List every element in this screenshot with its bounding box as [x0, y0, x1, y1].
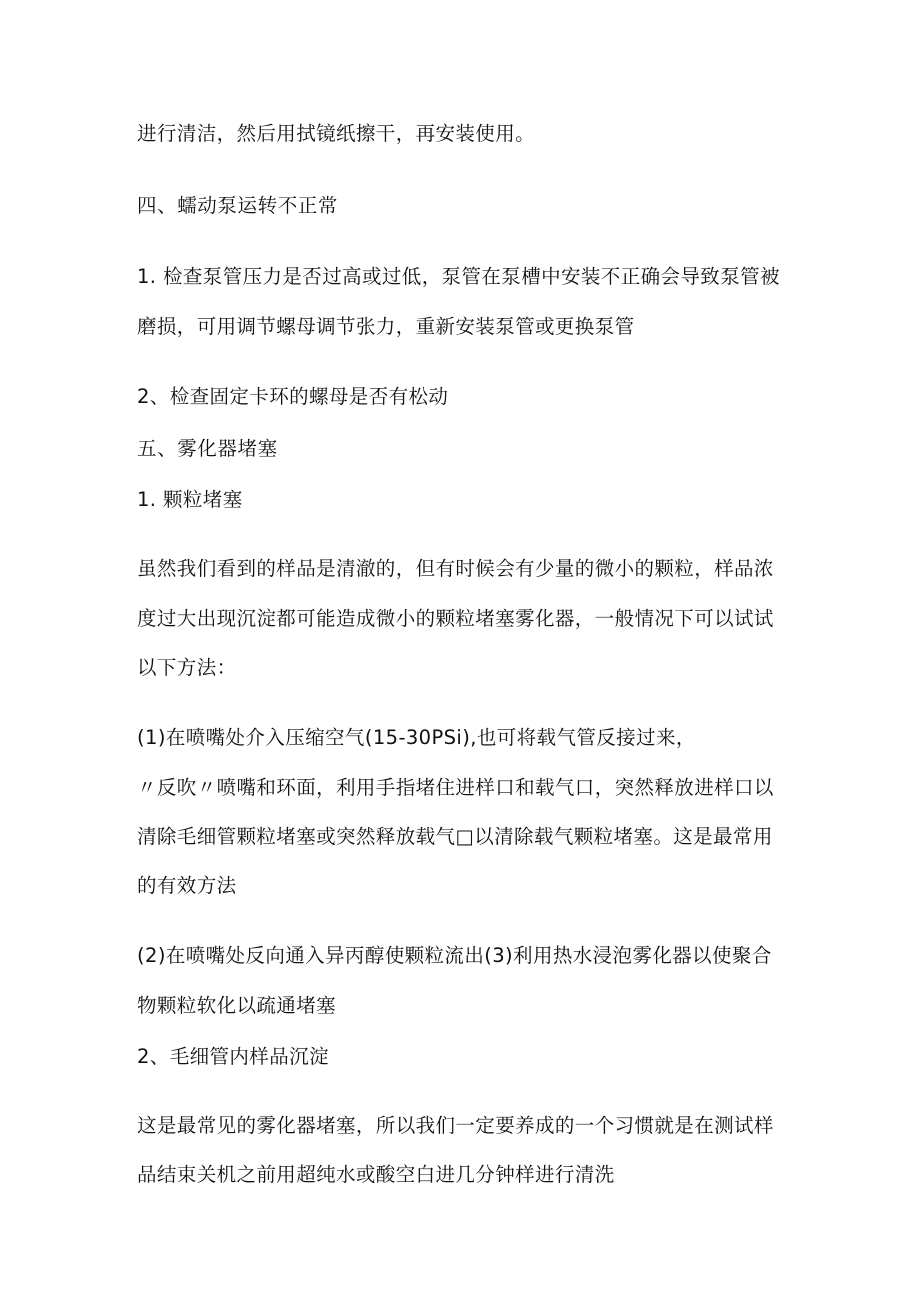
- text-line-method-1d: 的有效方法: [137, 874, 237, 897]
- text-line-sediment-b: 品结束关机之前用超纯水或酸空白进几分钟样进行清洗: [137, 1163, 615, 1186]
- text-line-pump-1a: 1. 检查泵管压力是否过高或过低，泵管在泵槽中安装不正确会导致泵管被: [137, 265, 780, 288]
- text-line-method-2b: 物颗粒软化以疏通堵塞: [137, 994, 337, 1017]
- text-line-particle-a: 虽然我们看到的样品是清澈的，但有时候会有少量的微小的颗粒，样品浓: [137, 557, 774, 580]
- section-heading-4: 四、蠕动泵运转不正常: [137, 194, 339, 217]
- text-line-particle-c: 以下方法：: [137, 656, 237, 679]
- section-heading-5: 五、雾化器堵塞: [137, 437, 278, 460]
- subheading-particle-clog: 1. 颗粒堵塞: [137, 488, 243, 511]
- text-line-sediment-a: 这是最常见的雾化器堵塞，所以我们一定要养成的一个习惯就是在测试样: [137, 1114, 774, 1137]
- text-line-method-1a: (1)在喷嘴处介入压缩空气(15-30PSi),也可将载气管反接过来，: [137, 726, 696, 749]
- text-line-pump-2: 2、检查固定卡环的螺母是否有松动: [137, 385, 449, 408]
- text-line-method-1c: 清除毛细管颗粒堵塞或突然释放载气□以清除载气颗粒堵塞。这是最常用: [137, 825, 773, 848]
- text-line-pump-1b: 磨损，可用调节螺母调节张力，重新安装泵管或更换泵管: [137, 315, 635, 338]
- text-line-particle-b: 度过大出现沉淀都可能造成微小的颗粒堵塞雾化器，一般情况下可以试试: [137, 607, 774, 630]
- text-line-method-2a: (2)在喷嘴处反向通入异丙醇使颗粒流出(3)利用热水浸泡雾化器以使聚合: [137, 944, 772, 967]
- text-line-cleaning-end: 进行清洁，然后用拭镜纸擦干，再安装使用。: [137, 122, 536, 145]
- subheading-capillary-sediment: 2、毛细管内样品沉淀: [137, 1045, 329, 1068]
- text-line-method-1b: 〃反吹〃喷嘴和环面，利用手指堵住进样口和载气口，突然释放进样口以: [137, 776, 774, 799]
